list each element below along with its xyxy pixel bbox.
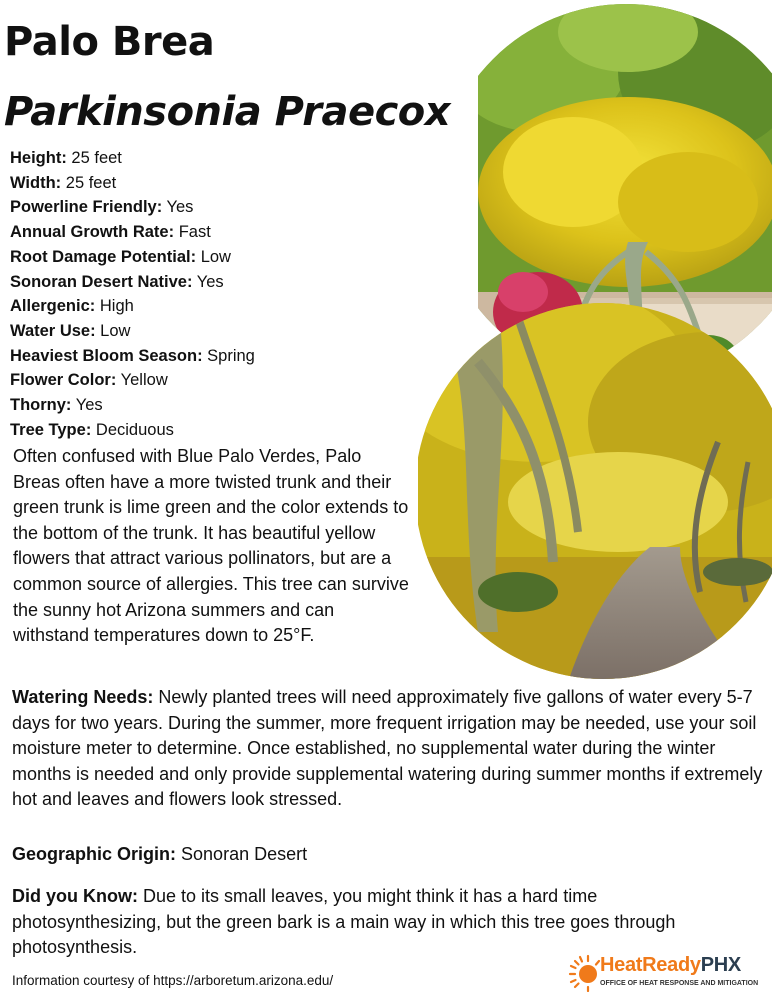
attr-value: Fast (178, 223, 211, 242)
attr-sonoran-native (10, 270, 430, 295)
tree-photo-bottom (418, 302, 772, 680)
attr-water-use (10, 319, 430, 344)
watering-text: Newly planted trees will need approximately five gallons of water every 5-7 days for two years. During the summer, more frequent irrigation may be needed, use your soil moisture meter to determine. Once established, no supplemental water during the winter months is needed and only provide supplemental watering during summer months if extremely hot and leaves and flowers look stressed. (12, 687, 763, 810)
logo-tagline: OFFICE OF HEAT RESPONSE AND MITIGATION (600, 980, 759, 987)
origin-label: Geographic Origin: (12, 844, 177, 864)
origin-text: Sonoran Desert (181, 844, 308, 864)
watering-needs (12, 685, 768, 813)
geographic-origin (12, 842, 307, 868)
attr-bloom-season (10, 344, 430, 369)
attr-powerline-friendly (10, 195, 430, 220)
attr-value: Yes (196, 272, 224, 291)
attr-label: Water Use: (10, 321, 96, 340)
attr-label: Flower Color: (10, 371, 117, 390)
attr-thorny (10, 393, 430, 418)
attr-label: Annual Growth Rate: (10, 223, 175, 242)
attr-label: Thorny: (10, 396, 72, 415)
source-credit: Information courtesy of https://arboretum.arizona.edu/ (12, 973, 334, 988)
attr-value: Yes (166, 198, 194, 217)
attr-allergenic (10, 294, 430, 319)
attr-value: Deciduous (95, 420, 174, 439)
attr-tree-type (10, 418, 430, 443)
attr-value: Low (100, 321, 131, 340)
logo-wordmark (600, 954, 741, 977)
scientific-name: Parkinsonia Praecox (4, 89, 451, 135)
watering-label: Watering Needs: (12, 687, 154, 707)
attr-label: Sonoran Desert Native: (10, 272, 193, 291)
attr-value: 25 feet (71, 149, 122, 167)
attr-value: Yes (75, 396, 103, 415)
tree-attributes (10, 146, 430, 442)
attr-label: Powerline Friendly: (10, 198, 163, 217)
attr-value: High (99, 297, 134, 316)
attr-root-damage (10, 245, 430, 270)
attr-label: Root Damage Potential: (10, 247, 197, 266)
attr-value: Yellow (120, 371, 168, 390)
page-title: Palo Brea (4, 19, 215, 65)
attr-label: Height: (10, 149, 67, 167)
sun-icon (566, 952, 602, 992)
attr-label: Heaviest Bloom Season: (10, 346, 203, 365)
attr-value: Spring (207, 346, 255, 365)
attr-label: Tree Type: (10, 420, 92, 439)
heatready-phx-logo (566, 948, 766, 998)
attr-height (10, 146, 430, 171)
attr-label: Width: (10, 173, 62, 192)
attr-flower-color (10, 368, 430, 393)
attr-label: Allergenic: (10, 297, 96, 316)
tree-description: Often confused with Blue Palo Verdes, Palo Breas often have a more twisted trunk and their green trunk is lime green and the color extends to the bottom of the trunk. It has beautiful yellow flowers that attract various pollinators, but are a common source of allergies. This tree can survive the sunny hot Arizona summers and can withstand temperatures down to 25°F. (13, 446, 409, 646)
logo-heatready: HeatReady (600, 954, 701, 976)
logo-phx: PHX (700, 954, 741, 976)
attr-growth-rate (10, 220, 430, 245)
attr-value: 25 feet (65, 173, 117, 192)
attr-value: Low (200, 247, 231, 266)
did-you-know-text: Due to its small leaves, you might think it has a hard time photosynthesizing, but the green bark is a main way in which this tree goes through photosynthesis. (12, 886, 676, 958)
did-you-know-label: Did you Know: (12, 886, 138, 906)
attr-width (10, 171, 430, 196)
